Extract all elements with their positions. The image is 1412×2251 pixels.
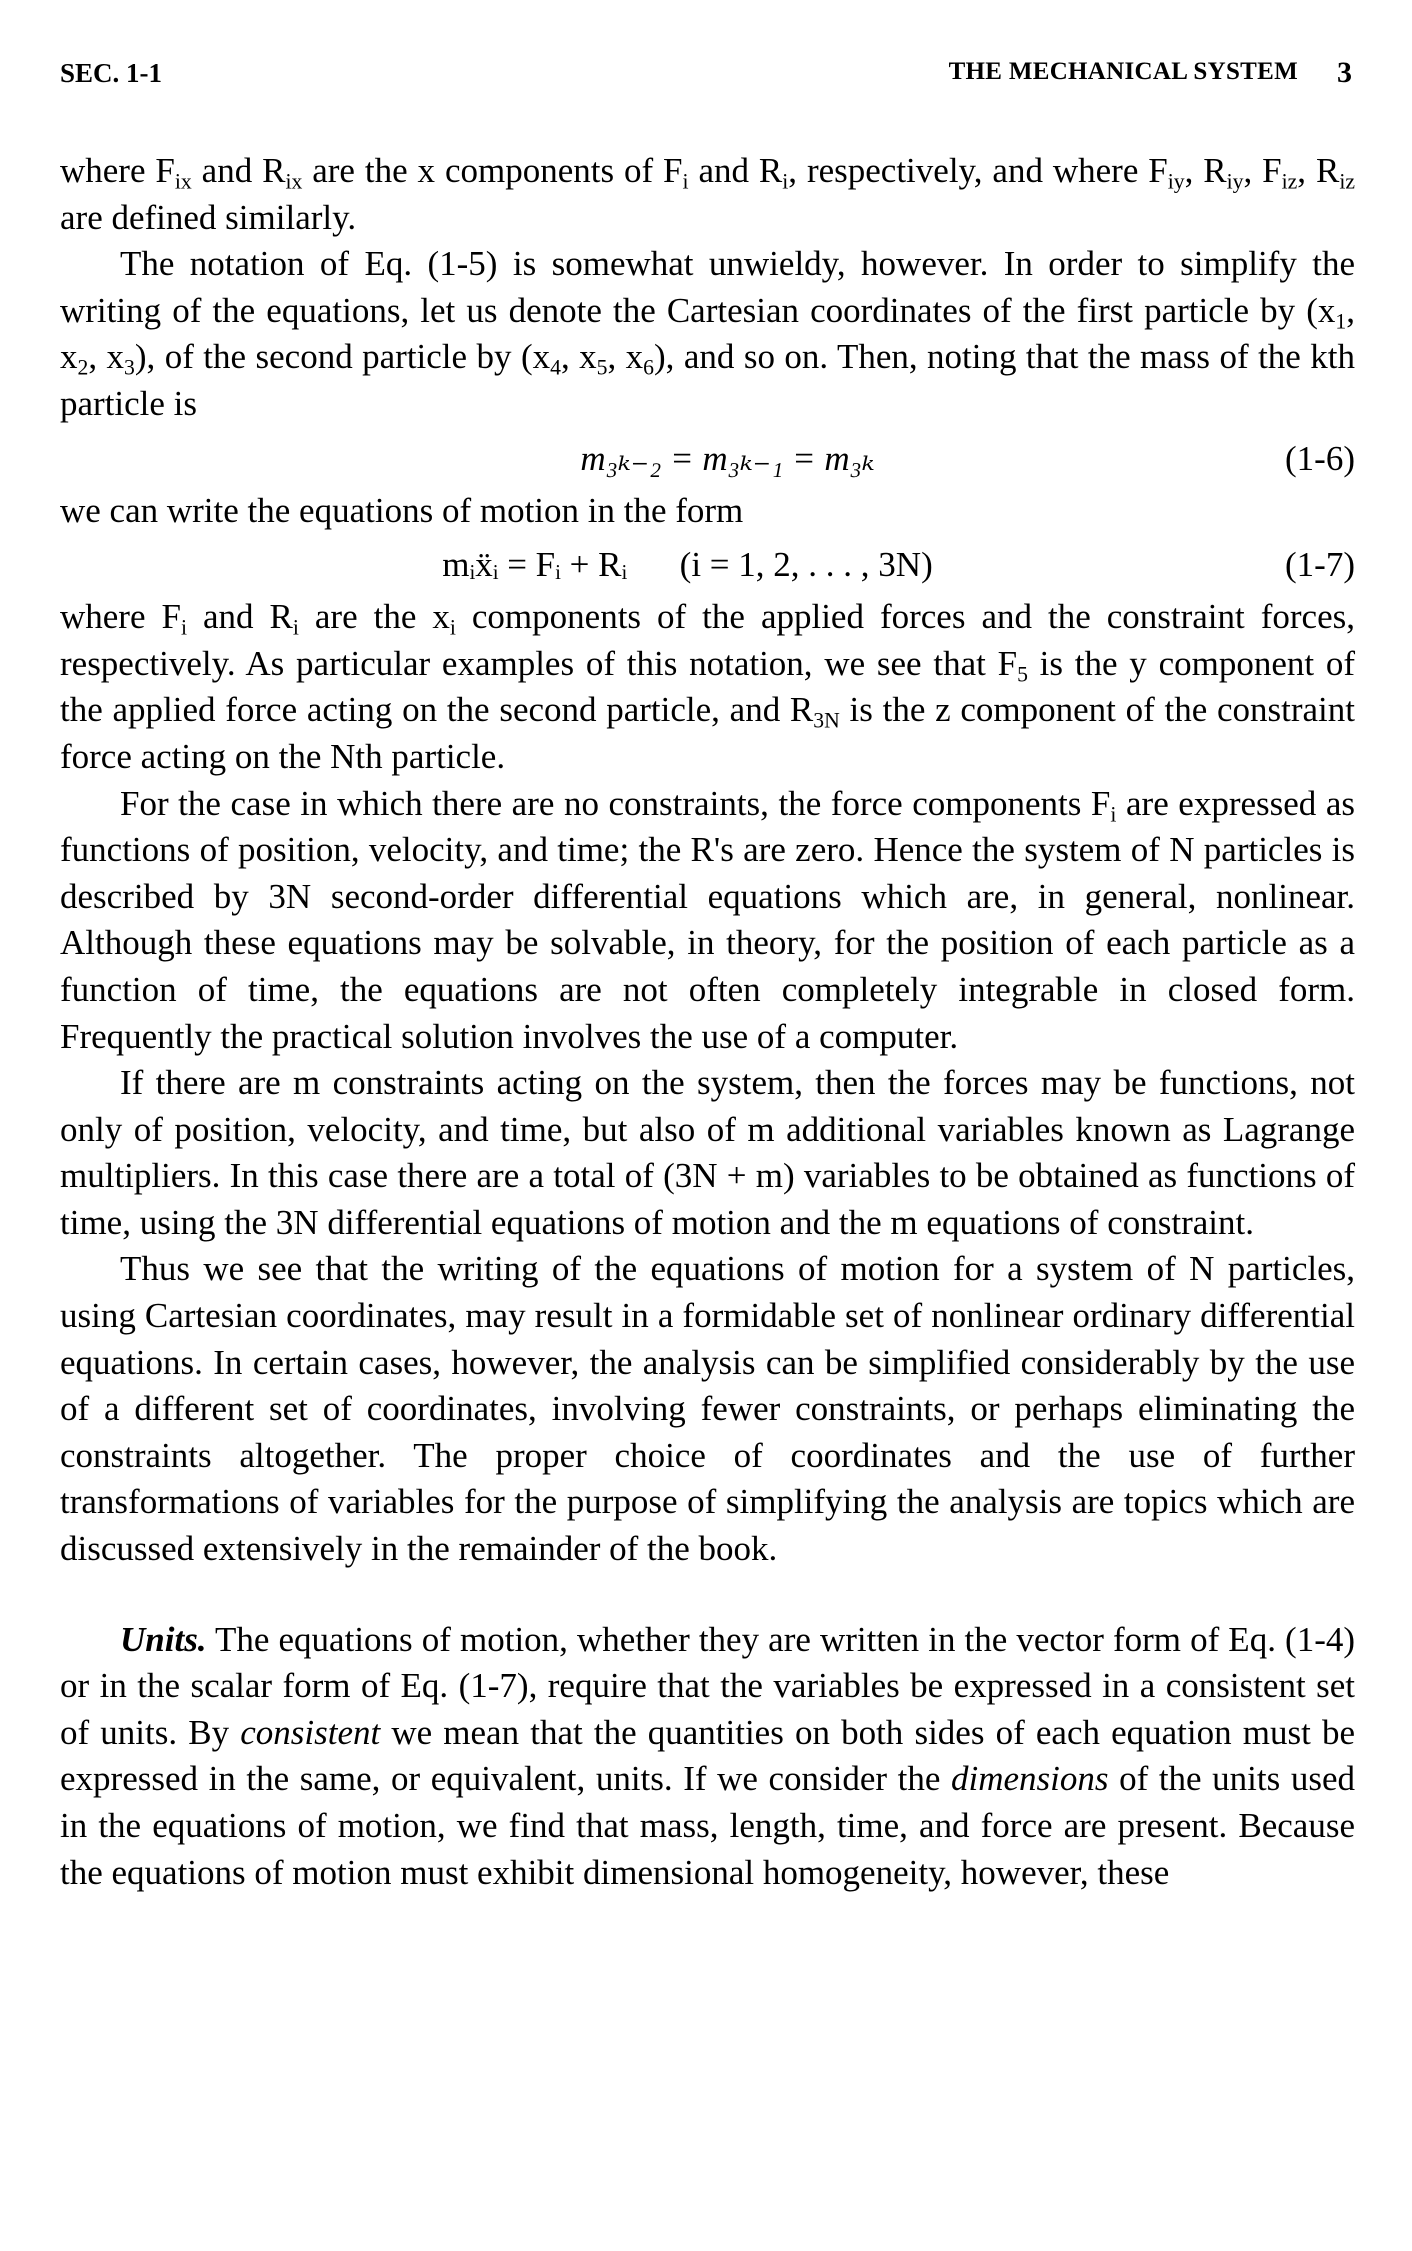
section-label: SEC. 1-1 [60,58,163,88]
equation-1-7 [60,534,1355,594]
equation-1-6 [60,428,1355,488]
chapter-title: THE MECHANICAL SYSTEM [948,58,1298,85]
page-number: 3 [1337,56,1352,89]
paragraph-units: Units. The equations of motion, whether they are written in the vector form of Eq. (1-4) or in the scalar form of Eq. (1-7), require that the variables be expressed in a consistent set of units. By consistent we mean that the quantities on both sides of each equation must be expressed in the same, or equivalent, units. If we consider the dimensions of the units used in the equations of motion, we find that mass, length, time, and force are present. Because the equations of motion must exhibit dimensional homogeneity, however, these [60,1619,1355,1892]
paragraph-4: where $F_i$ and $R_i$ are the $x_i$ components of the applied forces and the constraint forces, respectively. As particular examples of this notation, we see that $F_5$ is the y component of the applied force acting on the second particle, and $R_{3N}$ is the z component of the constraint force acting on the Nth particle. [60,597,1356,776]
equation-number: (1-7) [1285,545,1355,585]
paragraph-6: If there are m constraints acting on the system, then the forces may be functions, not only of position, velocity, and time, but also of m additional variables known as Lagrange multipliers. In this case there are a total of (3N + m) variables to be obtained as functions of time, using the 3N differential equations of motion and the m equations of constraint. [60,1063,1355,1242]
paragraph-1: where $F_{ix}$ and $R_{ix}$ are the x components of $F_i$ and $R_i$, respectively, and where $F_{iy}$, $R_{iy}$, $F_{iz}$, $R_{iz}$ are defined similarly. [60,151,1355,237]
run-in-heading: Units. [120,1619,207,1659]
body-text [60,148,1355,1896]
running-header [60,58,1352,98]
equation-number: (1-6) [1285,438,1355,478]
equation-expression: m₃ₖ₋₂ = m₃ₖ₋₁ = m₃ₖ [580,438,875,478]
paragraph-5: For the case in which there are no constraints, the force components $F_i$ are expressed as functions of position, velocity, and time; the R's are zero. Hence the system of N particles is described by 3N second-order differential equations which are, in general, nonlinear. Although these equations may be solvable, in theory, for the position of each particle as a function of time, the equations are not often completely integrable in closed form. Frequently the practical solution involves the use of a computer. [60,783,1355,1056]
equation-expression: mᵢẍᵢ = Fᵢ + Rᵢ (i = 1, 2, . . . , 3N) [442,545,933,585]
paragraph-2: The notation of Eq. (1-5) is somewhat unwieldy, however. In order to simplify the writing of the equations, let us denote the Cartesian coordinates of the first particle by ($x_1$, $x_2$, $x_3$), of the second particle by ($x_4$, $x_5$, $x_6$), and so on. Then, noting that the mass of the kth particle is [60,244,1355,423]
paragraph-7: Thus we see that the writing of the equations of motion for a system of N particles, using Cartesian coordinates, may result in a formidable set of nonlinear ordinary differential equations. In certain cases, however, the analysis can be simplified considerably by the use of a different set of coordinates, involving fewer constraints, or perhaps eliminating the constraints altogether. The proper choice of coordinates and the use of further transformations of variables for the purpose of simplifying the analysis are topics which are discussed extensively in the remainder of the book. [60,1249,1355,1569]
paragraph-3: we can write the equations of motion in the form [60,490,744,530]
